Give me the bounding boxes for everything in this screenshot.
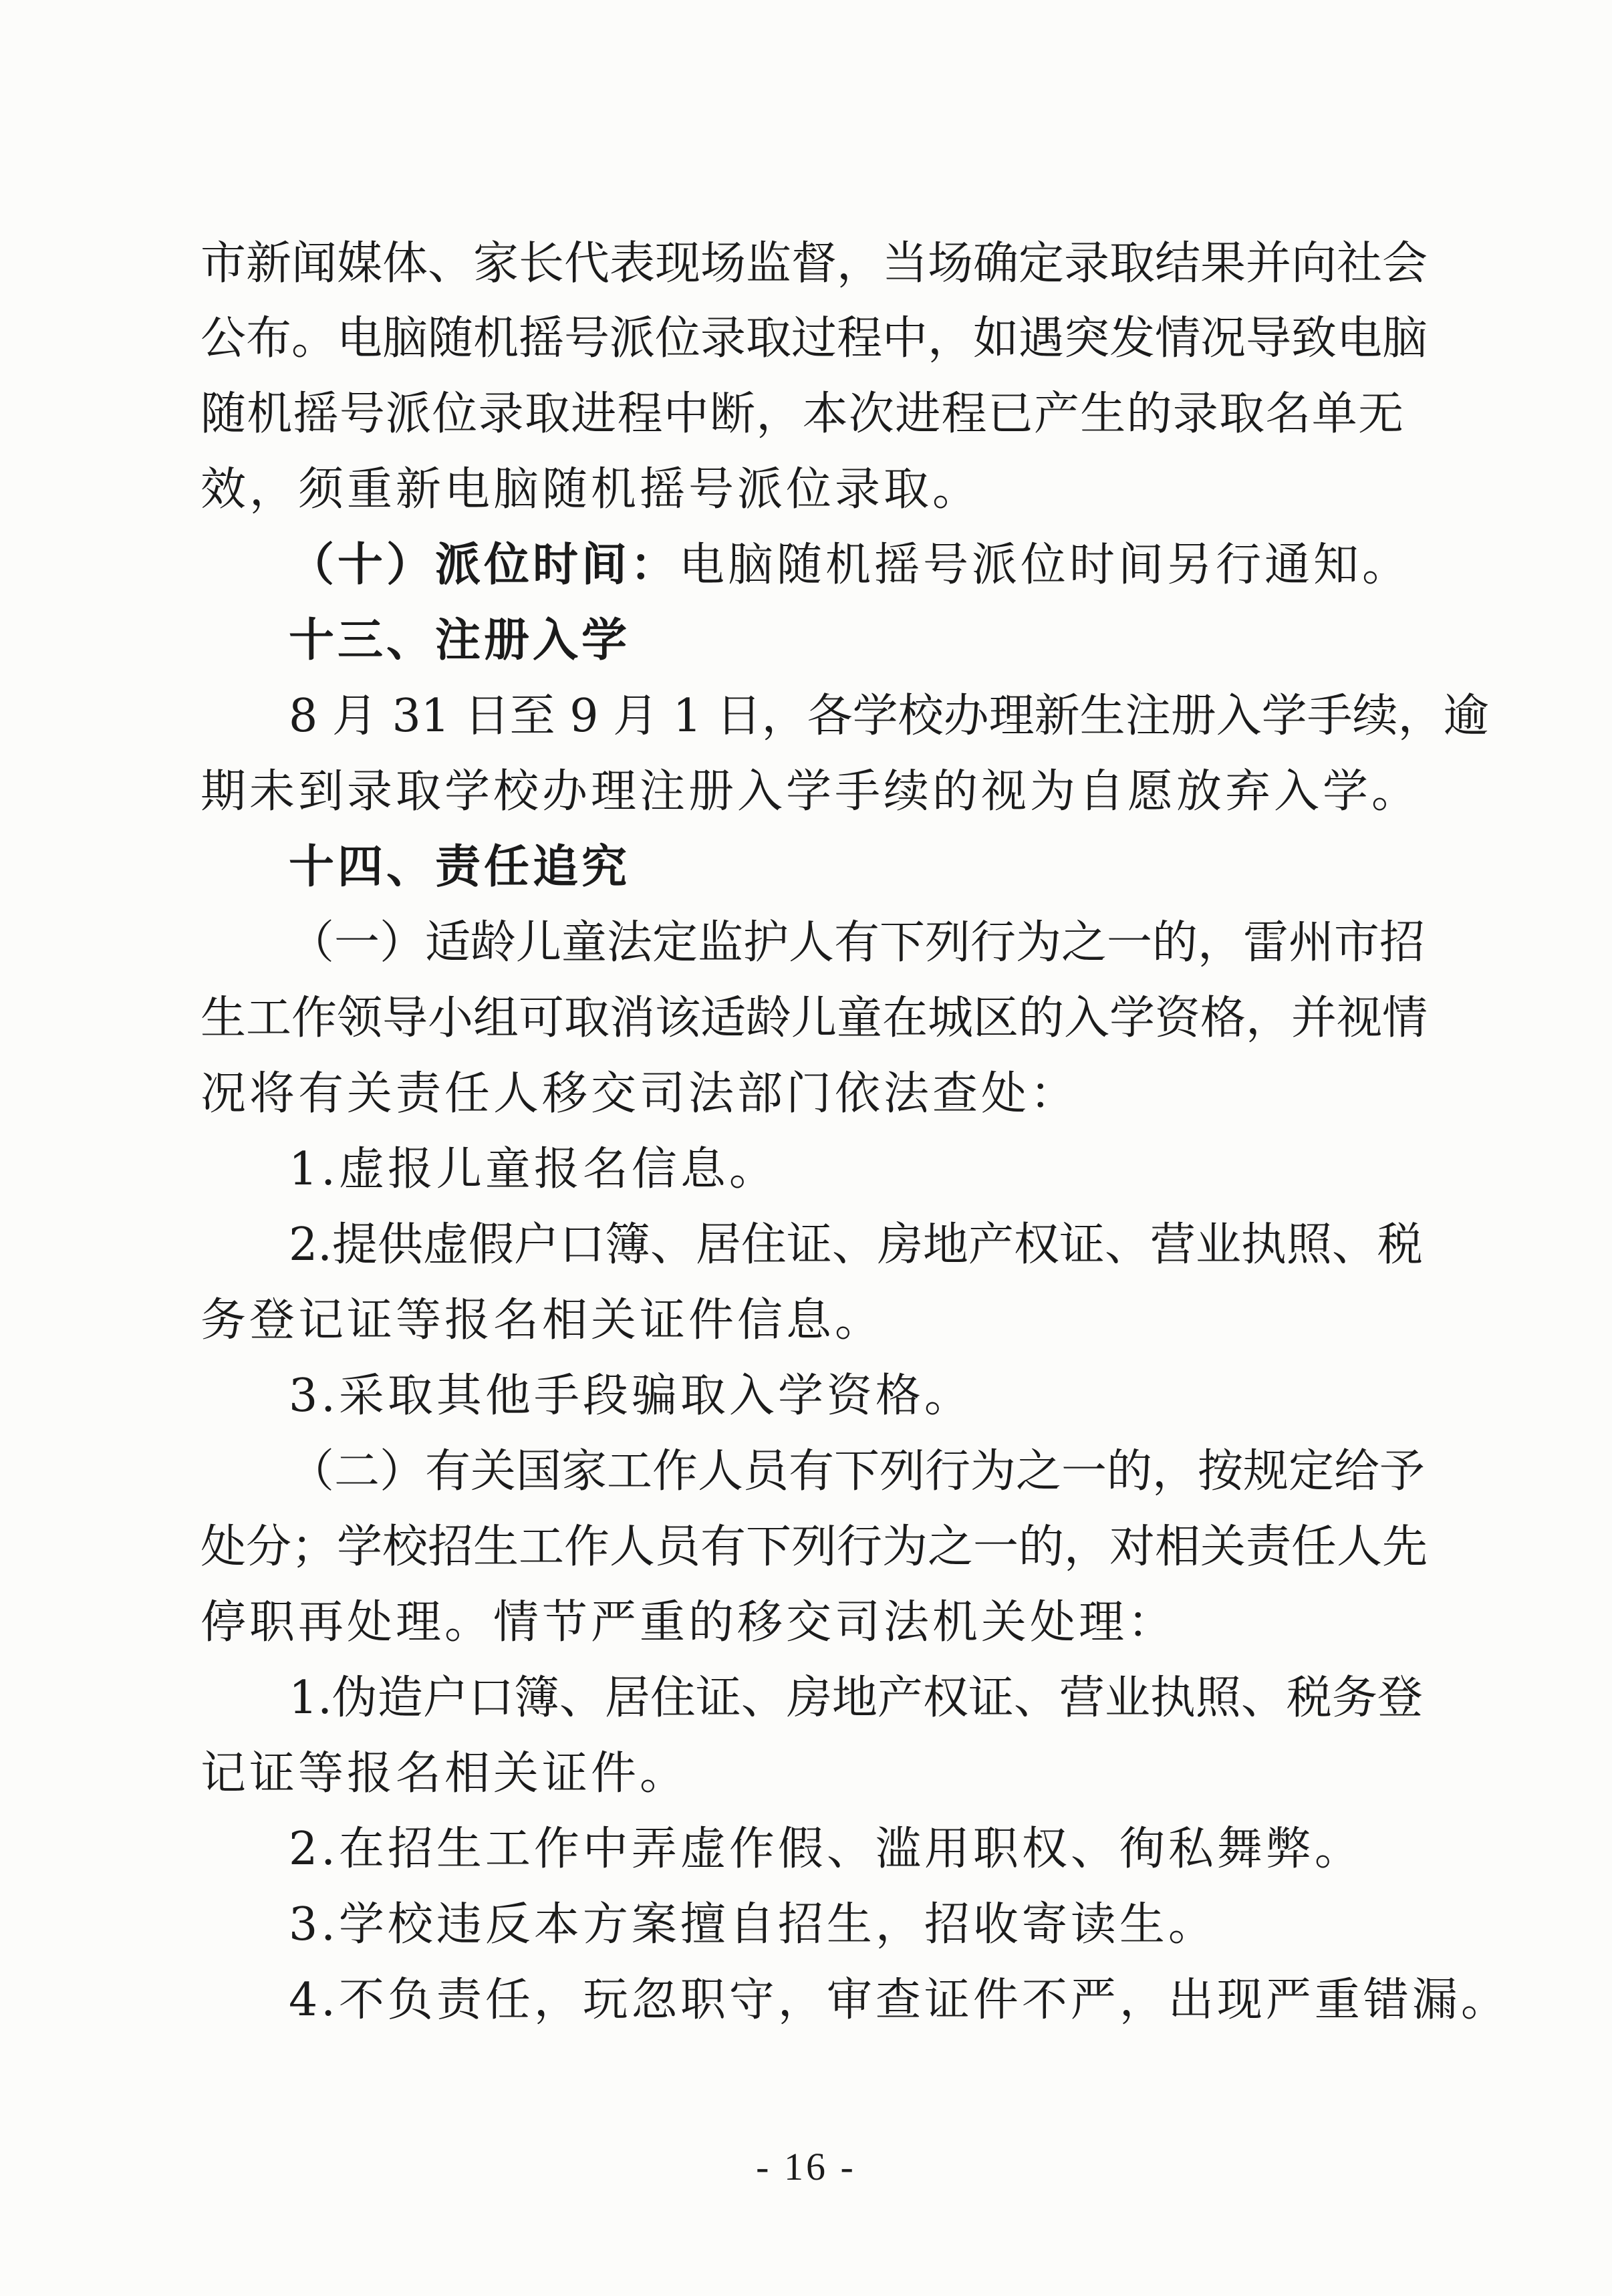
list-item: 2.在招生工作中弄虚作假、滥用职权、徇私舞弊。 xyxy=(289,1823,1363,1876)
page-number: - 16 - xyxy=(756,2145,856,2188)
paragraph-line: 公布。电脑随机摇号派位录取过程中，如遇突发情况导致电脑 xyxy=(200,312,1428,365)
list-item-continuation: 记证等报名相关证件。 xyxy=(200,1747,689,1800)
paragraph-line: （一）适龄儿童法定监护人有下列行为之一的，雷州市招 xyxy=(289,916,1426,969)
paragraph-line: （二）有关国家工作人员有下列行为之一的，按规定给予 xyxy=(289,1445,1426,1498)
paragraph-line: 生工作领导小组可取消该适龄儿童在城区的入学资格，并视情 xyxy=(200,992,1428,1045)
section-heading-14: 十四、责任追究 xyxy=(289,841,631,894)
paragraph-line: 随机摇号派位录取进程中断，本次进程已产生的录取名单无 xyxy=(200,388,1403,440)
item-10-line xyxy=(289,539,1412,592)
list-item: 3.采取其他手段骗取入学资格。 xyxy=(289,1370,973,1422)
paragraph-line: 市新闻媒体、家长代表现场监督，当场确定录取结果并向社会 xyxy=(200,237,1428,290)
list-item: 1.伪造户口簿、居住证、房地产权证、营业执照、税务登 xyxy=(289,1672,1423,1725)
list-item-continuation: 务登记证等报名相关证件信息。 xyxy=(200,1294,884,1347)
list-item: 1.虚报儿童报名信息。 xyxy=(289,1143,778,1196)
paragraph-line: 处分；学校招生工作人员有下列行为之一的，对相关责任人先 xyxy=(200,1521,1428,1573)
paragraph-line: 效，须重新电脑随机摇号派位录取。 xyxy=(200,463,982,516)
item-10-text: 电脑随机摇号派位时间另行通知。 xyxy=(679,539,1412,592)
section-heading-13: 十三、注册入学 xyxy=(289,614,631,667)
list-item: 4.不负责任，玩忽职守，审查证件不严，出现严重错漏。 xyxy=(289,1974,1510,2027)
paragraph-line: 况将有关责任人移交司法部门依法查处： xyxy=(200,1067,1079,1120)
paragraph-line: 期未到录取学校办理注册入学手续的视为自愿放弃入学。 xyxy=(200,765,1421,818)
item-10-label: （十）派位时间： xyxy=(289,539,680,592)
paragraph-line: 8 月 31 日至 9 月 1 日，各学校办理新生注册入学手续，逾 xyxy=(289,690,1489,743)
list-item: 3.学校违反本方案擅自招生，招收寄读生。 xyxy=(289,1898,1217,1951)
paragraph-line: 停职再处理。情节严重的移交司法机关处理： xyxy=(200,1596,1177,1649)
list-item: 2.提供虚假户口簿、居住证、房地产权证、营业执照、税 xyxy=(289,1219,1423,1271)
